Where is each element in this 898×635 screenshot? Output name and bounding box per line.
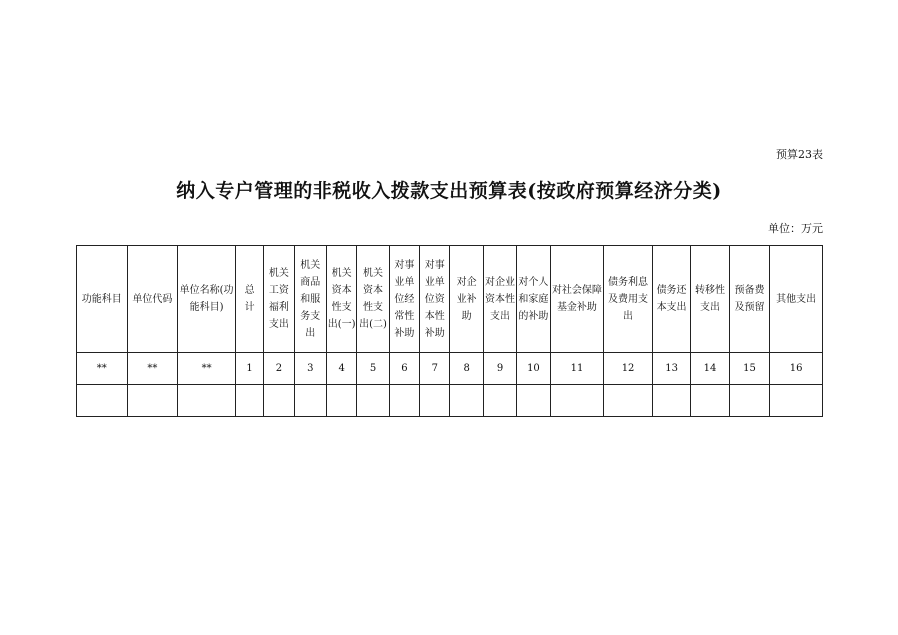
col-header: 预备费及预留 xyxy=(729,246,769,353)
data-cell xyxy=(770,385,823,417)
col-header: 对社会保障基金补助 xyxy=(550,246,604,353)
index-cell: 9 xyxy=(483,353,516,385)
col-header: 债务利息及费用支出 xyxy=(604,246,653,353)
data-cell xyxy=(326,385,356,417)
data-cell xyxy=(450,385,483,417)
index-cell: ** xyxy=(127,353,178,385)
index-cell: 12 xyxy=(604,353,653,385)
index-cell: 15 xyxy=(729,353,769,385)
index-cell: 6 xyxy=(389,353,419,385)
index-cell: 3 xyxy=(294,353,326,385)
index-cell: ** xyxy=(178,353,236,385)
col-header: 功能科目 xyxy=(77,246,128,353)
index-cell: ** xyxy=(77,353,128,385)
data-cell xyxy=(729,385,769,417)
col-header: 对企业补助 xyxy=(450,246,483,353)
col-header: 其他支出 xyxy=(770,246,823,353)
index-cell: 5 xyxy=(357,353,389,385)
index-row xyxy=(77,353,823,385)
header-row xyxy=(77,246,823,353)
data-cell xyxy=(294,385,326,417)
index-cell: 13 xyxy=(652,353,690,385)
col-header: 机关资本性支出(二) xyxy=(357,246,389,353)
data-cell xyxy=(127,385,178,417)
index-cell: 10 xyxy=(517,353,550,385)
col-header: 对事业单位经常性补助 xyxy=(389,246,419,353)
data-cell xyxy=(77,385,128,417)
index-cell: 11 xyxy=(550,353,604,385)
budget-table xyxy=(76,245,823,417)
page-title: 纳入专户管理的非税收入拨款支出预算表(按政府预算经济分类) xyxy=(176,180,722,202)
data-cell xyxy=(652,385,690,417)
col-header: 机关商品和服务支出 xyxy=(294,246,326,353)
data-cell xyxy=(517,385,550,417)
form-number: 预算23表 xyxy=(776,148,823,161)
col-header: 机关资本性支出(一) xyxy=(326,246,356,353)
col-header: 对事业单位资本性补助 xyxy=(420,246,450,353)
col-header: 机关工资福利支出 xyxy=(264,246,294,353)
index-cell: 4 xyxy=(326,353,356,385)
col-header: 转移性支出 xyxy=(691,246,729,353)
data-cell xyxy=(691,385,729,417)
unit-label: 单位：万元 xyxy=(768,222,823,235)
data-cell xyxy=(550,385,604,417)
col-header: 总计 xyxy=(235,246,263,353)
col-header: 对个人和家庭的补助 xyxy=(517,246,550,353)
index-cell: 2 xyxy=(264,353,294,385)
data-cell xyxy=(483,385,516,417)
col-header: 单位名称(功能科目) xyxy=(178,246,236,353)
col-header: 对企业资本性支出 xyxy=(483,246,516,353)
index-cell: 7 xyxy=(420,353,450,385)
col-header: 单位代码 xyxy=(127,246,178,353)
data-cell xyxy=(178,385,236,417)
col-header: 债务还本支出 xyxy=(652,246,690,353)
data-cell xyxy=(264,385,294,417)
index-cell: 8 xyxy=(450,353,483,385)
table-row xyxy=(77,385,823,417)
index-cell: 16 xyxy=(770,353,823,385)
index-cell: 1 xyxy=(235,353,263,385)
data-cell xyxy=(235,385,263,417)
data-cell xyxy=(389,385,419,417)
data-cell xyxy=(357,385,389,417)
data-cell xyxy=(604,385,653,417)
data-cell xyxy=(420,385,450,417)
index-cell: 14 xyxy=(691,353,729,385)
